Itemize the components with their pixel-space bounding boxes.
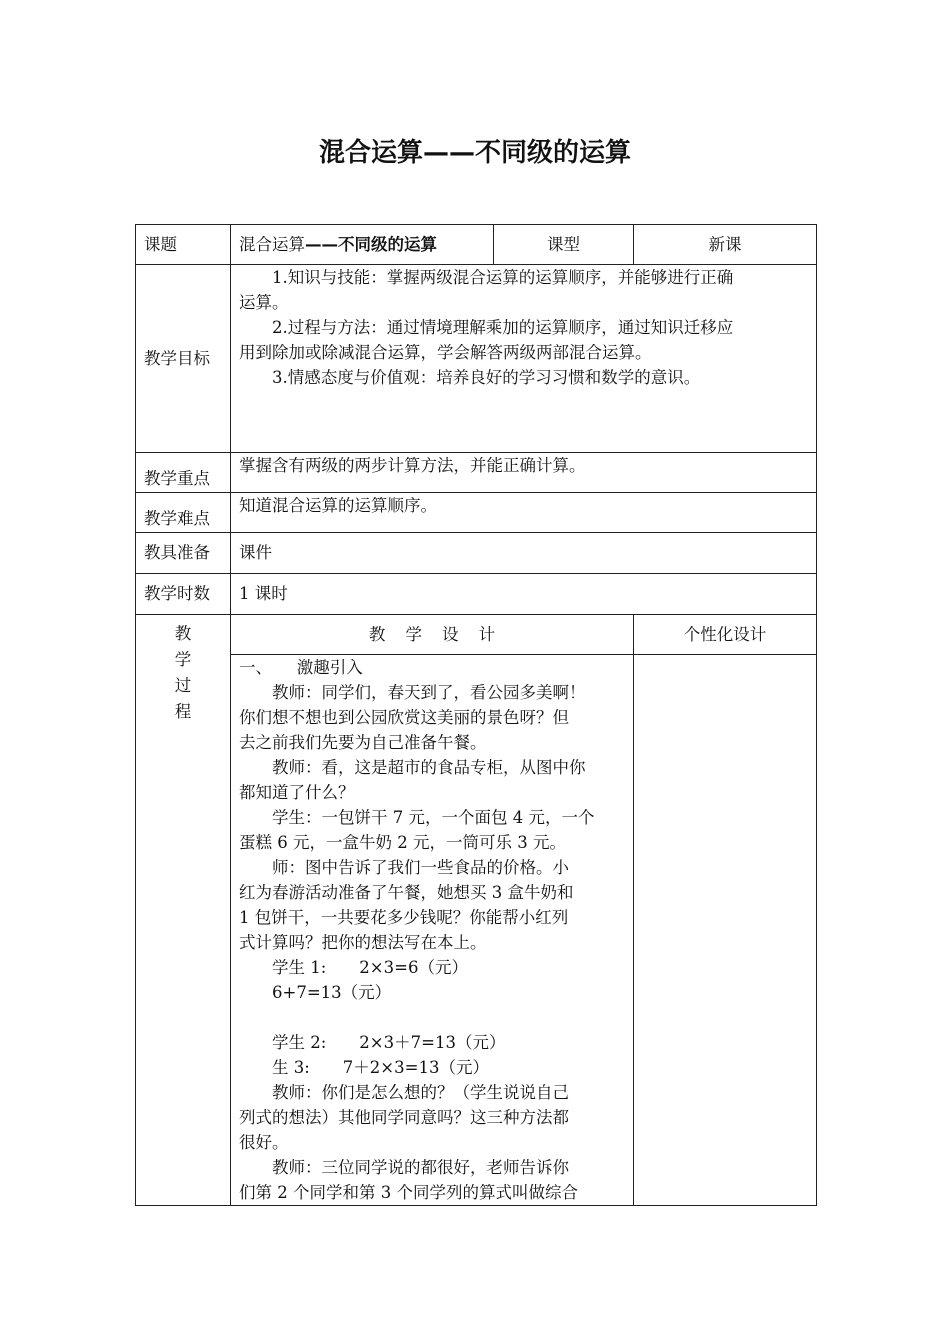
design-line: 教师：你们是怎么想的？（学生说说自己 (272, 1083, 569, 1102)
process-label-char: 学 (174, 650, 192, 669)
design-line: 式计算吗？把你的想法写在本上。 (239, 933, 487, 952)
design-line: 教师：看，这是超市的食品专柜，从图中你 (272, 758, 586, 777)
row-goals (136, 265, 817, 453)
design-line: 列式的想法）其他同学同意吗？这三种方法都 (239, 1108, 569, 1127)
topic-label: 课题 (136, 225, 231, 265)
design-line: 们第 2 个同学和第 3 个同学列的算式叫做综合 (239, 1183, 578, 1202)
topic-value-part1: 混合运算 (239, 234, 305, 254)
lesson-plan-table (135, 224, 817, 1206)
design-content (231, 655, 634, 1206)
process-label-char: 程 (174, 702, 192, 721)
process-label (136, 615, 231, 1206)
design-line: 6+7=13（元） (272, 983, 392, 1002)
goal-line: 2.过程与方法：通过情境理解乘加的运算顺序，通过知识迁移应 (272, 318, 734, 337)
design-line: 去之前我们先要为自己准备午餐。 (239, 733, 487, 752)
design-line: 教师：同学们，春天到了，看公园多美啊！ (272, 683, 586, 702)
design-line: 一、 激趣引入 (239, 658, 363, 677)
row-tools (136, 533, 817, 574)
design-line: 都知道了什么？ (239, 783, 355, 802)
design-line: 生 3: 7＋2×3=13（元） (272, 1058, 489, 1077)
goal-line: 3.情感态度与价值观：培养良好的学习习惯和数学的意识。 (272, 368, 701, 387)
type-value: 新课 (634, 225, 817, 265)
design-line (239, 1005, 625, 1030)
topic-value (231, 225, 494, 265)
row-difficulty (136, 493, 817, 533)
design-line: 你们想不想也到公园欣赏这美丽的景色呀？但 (239, 708, 569, 727)
design-line: 很好。 (239, 1133, 289, 1152)
design-line: 蛋糕 6 元，一盒牛奶 2 元，一筒可乐 3 元。 (239, 833, 566, 852)
difficulty-value: 知道混合运算的运算顺序。 (231, 493, 817, 533)
row-hours (136, 574, 817, 615)
difficulty-label: 教学难点 (136, 493, 231, 533)
row-process-content (136, 655, 817, 1206)
key-points-label: 教学重点 (136, 453, 231, 493)
row-process-header (136, 615, 817, 655)
design-line: 学生：一包饼干 7 元，一个面包 4 元，一个 (272, 808, 595, 827)
row-topic (136, 225, 817, 265)
goal-line: 1.知识与技能：掌握两级混合运算的运算顺序，并能够进行正确 (272, 268, 734, 287)
hours-value: 1 课时 (231, 574, 817, 615)
process-label-char: 教 (174, 624, 192, 643)
goal-line: 运算。 (239, 293, 289, 312)
type-label: 课型 (494, 225, 634, 265)
process-label-char: 过 (174, 676, 192, 695)
design-line: 学生 1: 2×3=6（元） (272, 958, 468, 977)
key-points-value: 掌握含有两级的两步计算方法，并能正确计算。 (231, 453, 817, 493)
design-line: 师：图中告诉了我们一些食品的价格。小 (272, 858, 569, 877)
goal-line: 用到除加或除减混合运算，学会解答两级两部混合运算。 (239, 343, 652, 362)
goals-content (231, 265, 817, 453)
row-key-points (136, 453, 817, 493)
topic-value-part2: ——不同级的运算 (305, 234, 437, 254)
design-line: 教师：三位同学说的都很好，老师告诉你 (272, 1158, 569, 1177)
hours-label: 教学时数 (136, 574, 231, 615)
design-line: 1 包饼干，一共要花多少钱呢？你能帮小红列 (239, 908, 569, 927)
design-header: 教 学 设 计 (231, 615, 634, 655)
tools-value: 课件 (231, 533, 817, 574)
design-line: 学生 2: 2×3＋7=13（元） (272, 1033, 506, 1052)
goals-label: 教学目标 (136, 265, 231, 453)
personal-design-content (634, 655, 817, 1206)
tools-label: 教具准备 (136, 533, 231, 574)
document-title: 混合运算——不同级的运算 (318, 138, 631, 168)
design-line: 红为春游活动准备了午餐，她想买 3 盒牛奶和 (239, 883, 574, 902)
personal-design-header: 个性化设计 (634, 615, 817, 655)
